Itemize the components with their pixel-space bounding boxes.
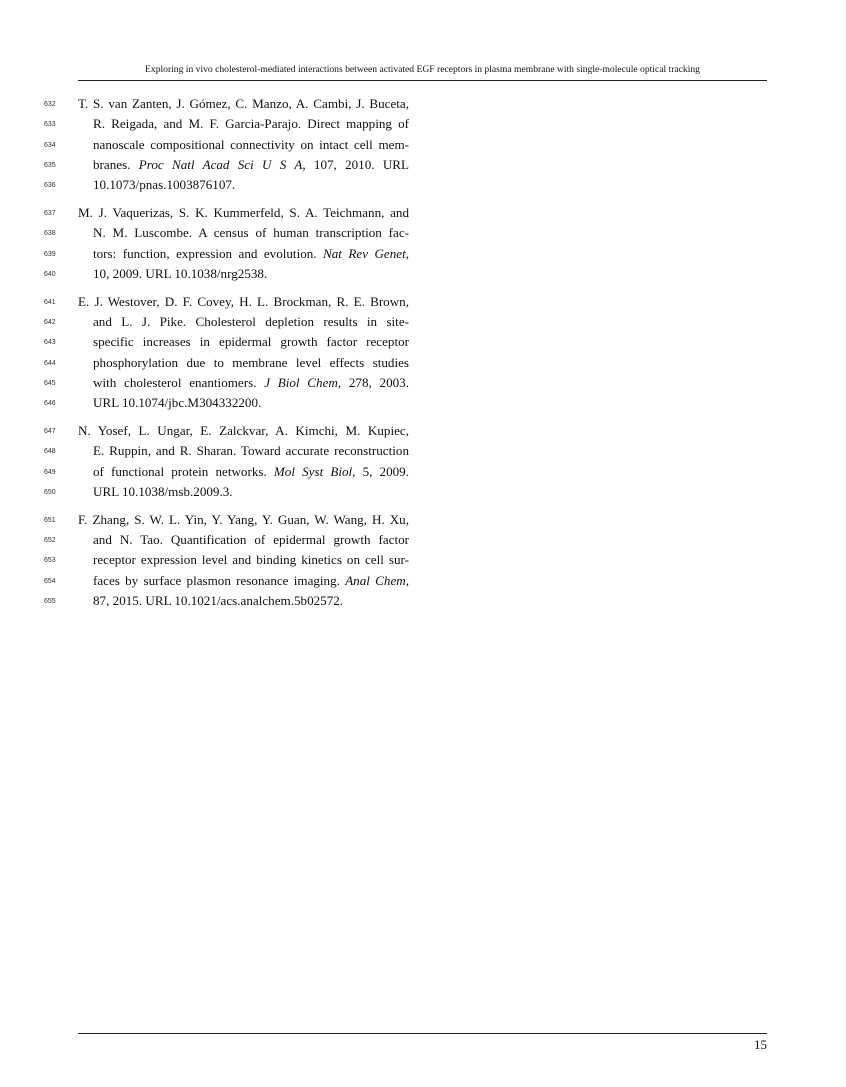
reference-line — [0, 530, 846, 550]
line-number: 651 — [44, 516, 56, 524]
line-number: 632 — [44, 101, 56, 108]
reference-list — [0, 94, 846, 619]
reference-text — [78, 292, 409, 312]
line-number: 654 — [44, 577, 56, 585]
running-header: Exploring in vivo cholesterol-mediated interactions between activated EGF receptors in plasma membrane with single-molecule optical tracking — [145, 64, 700, 75]
reference-text — [93, 441, 409, 461]
line-number: 636 — [44, 182, 56, 189]
text-segment: faces by surface plasmon resonance imaging. — [93, 572, 346, 588]
text-segment: branes. — [93, 156, 139, 172]
text-segment: 10, 2009. URL 10.1038/nrg2538. — [93, 265, 268, 281]
reference-line — [0, 421, 846, 441]
text-segment: , 107, 2010. URL — [302, 156, 410, 172]
line-number: 640 — [44, 270, 56, 278]
journal-name: J Biol Chem — [264, 374, 338, 390]
line-number: 649 — [44, 468, 56, 476]
page-number: 15 — [754, 1037, 767, 1052]
line-number: 638 — [44, 230, 56, 238]
line-number: 641 — [44, 298, 56, 306]
text-segment: E. J. Westover, D. F. Covey, H. L. Brockman, R. E. Brown, — [78, 293, 409, 309]
reference-text — [93, 244, 409, 264]
reference-text — [93, 530, 409, 550]
reference-text — [93, 264, 409, 284]
reference-line — [0, 244, 846, 264]
reference-entry — [0, 292, 846, 414]
reference-text — [78, 203, 409, 223]
reference-line — [0, 332, 846, 352]
text-segment: and N. Tao. Quantification of epidermal growth factor — [93, 532, 409, 548]
line-number: 642 — [44, 319, 56, 327]
reference-text — [93, 135, 409, 155]
text-segment: tors: function, expression and evolution. — [93, 245, 324, 261]
reference-line — [0, 312, 846, 332]
text-segment: of functional protein networks. — [93, 463, 274, 479]
text-segment: 10.1073/pnas.1003876107. — [93, 177, 236, 192]
text-segment: receptor expression level and binding kinetics on cell sur- — [93, 552, 409, 568]
reference-text — [93, 482, 409, 502]
line-number: 646 — [44, 400, 56, 408]
text-segment: , — [405, 572, 409, 588]
reference-text — [93, 462, 409, 482]
journal-name: Proc Natl Acad Sci U S A — [138, 156, 303, 172]
text-segment: specific increases in epidermal growth factor receptor — [93, 334, 409, 350]
reference-line — [0, 114, 846, 134]
reference-text — [93, 571, 409, 591]
text-segment: , — [405, 245, 409, 261]
text-segment: URL 10.1074/jbc.M304332200. — [93, 395, 262, 411]
reference-text — [93, 155, 409, 175]
text-segment: E. Ruppin, and R. Sharan. Toward accurate reconstruction — [93, 443, 409, 459]
reference-text — [93, 353, 409, 373]
reference-text — [93, 312, 409, 332]
line-number: 639 — [44, 250, 56, 258]
reference-line — [0, 175, 846, 195]
text-segment: R. Reigada, and M. F. Garcia-Parajo. Direct mapping of — [93, 116, 409, 132]
reference-line — [0, 135, 846, 155]
line-number: 647 — [44, 428, 56, 436]
text-segment: URL 10.1038/msb.2009.3. — [93, 483, 233, 499]
reference-line — [0, 353, 846, 373]
line-number: 644 — [44, 359, 56, 367]
text-segment: , 278, 2003. — [337, 374, 409, 390]
line-number: 637 — [44, 210, 56, 218]
text-segment: nanoscale compositional connectivity on intact cell mem- — [93, 136, 409, 152]
reference-text — [93, 373, 409, 393]
reference-line — [0, 203, 846, 223]
line-number: 653 — [44, 557, 56, 565]
reference-line — [0, 393, 846, 413]
reference-text — [93, 223, 409, 243]
reference-text — [93, 393, 409, 413]
reference-line — [0, 550, 846, 570]
footer-rule — [78, 1033, 767, 1034]
line-number: 645 — [44, 379, 56, 387]
reference-line — [0, 155, 846, 175]
reference-line — [0, 591, 846, 611]
header-rule — [78, 80, 767, 81]
reference-text — [78, 510, 409, 530]
journal-name: Mol Syst Biol — [273, 463, 353, 479]
text-segment: and L. J. Pike. Cholesterol depletion results in site- — [93, 314, 409, 330]
text-segment: , 5, 2009. — [352, 463, 409, 479]
text-segment: phosphorylation due to membrane level effects studies — [93, 354, 409, 370]
reference-entry — [0, 510, 846, 611]
reference-entry — [0, 421, 846, 502]
reference-text — [93, 550, 409, 570]
reference-text — [78, 94, 409, 114]
reference-line — [0, 292, 846, 312]
text-segment: 87, 2015. URL 10.1021/acs.analchem.5b02572. — [93, 592, 344, 608]
reference-text — [78, 421, 409, 441]
reference-text — [93, 591, 409, 611]
reference-line — [0, 441, 846, 461]
text-segment: with cholesterol enantiomers. — [93, 374, 265, 390]
text-segment: M. J. Vaquerizas, S. K. Kummerfeld, S. A. Teichmann, and — [78, 205, 409, 221]
reference-entry — [0, 203, 846, 284]
reference-text — [93, 175, 409, 195]
reference-line — [0, 373, 846, 393]
line-number: 633 — [44, 121, 56, 129]
line-number: 648 — [44, 448, 56, 456]
text-segment: T. S. van Zanten, J. Gómez, C. Manzo, A. Cambi, J. Buceta, — [78, 96, 409, 111]
reference-text — [93, 114, 409, 134]
reference-line — [0, 264, 846, 284]
reference-line — [0, 223, 846, 243]
reference-line — [0, 482, 846, 502]
text-segment: N. Yosef, L. Ungar, E. Zalckvar, A. Kimchi, M. Kupiec, — [78, 423, 409, 439]
journal-name: Nat Rev Genet — [323, 245, 406, 261]
journal-name: Anal Chem — [345, 572, 406, 588]
line-number: 650 — [44, 488, 56, 496]
line-number: 652 — [44, 537, 56, 545]
reference-line — [0, 571, 846, 591]
line-number: 635 — [44, 161, 56, 169]
line-number: 655 — [44, 597, 56, 605]
reference-entry — [0, 94, 846, 195]
text-segment: N. M. Luscombe. A census of human transcription fac- — [93, 225, 409, 241]
line-number: 643 — [44, 339, 56, 347]
reference-line — [0, 510, 846, 530]
line-number: 634 — [44, 141, 56, 149]
reference-line — [0, 94, 846, 114]
reference-line — [0, 462, 846, 482]
reference-text — [93, 332, 409, 352]
text-segment: F. Zhang, S. W. L. Yin, Y. Yang, Y. Guan, W. Wang, H. Xu, — [78, 511, 409, 527]
